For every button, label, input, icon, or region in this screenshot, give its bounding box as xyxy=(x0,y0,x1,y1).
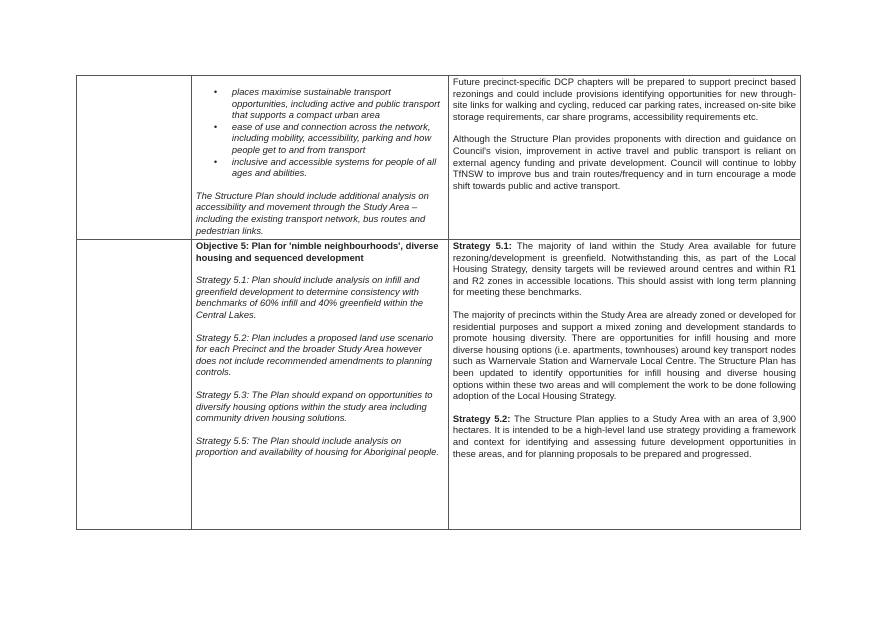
strategy-label: Strategy 5.1: xyxy=(452,240,512,251)
list-item: • ease of use and connection across the network, including mobility, accessibility, parking and how people get to and from transport xyxy=(213,120,432,155)
response-cell xyxy=(448,240,800,530)
list-item: • places maximise sustainable transport opportunities, including active and public transport that supports a compact urban area xyxy=(213,86,440,121)
response-paragraph: Strategy 5.1: The majority of land within the Study Area available for future rezoning/development is greenfield. Notwithstanding this, as part of the Local Housing Strategy, density targets will be reviewed around centres and within R1 and R2 zones in accessible locations. This should assist with long term planning for meeting these benchmarks. xyxy=(452,240,796,298)
empty-cell xyxy=(77,76,192,240)
strategy-text: Strategy 5.5: The Plan should include analysis on proportion and availability of housing for Aboriginal people. xyxy=(195,434,439,458)
response-paragraph: Strategy 5.2: The Structure Plan applies to a Study Area with an area of 3,900 hectares. It is intended to be a high-level land use strategy providing a framework and context for identifying and assessing future development opportunities in these areas, and for planning proposals to be prepared and progressed. xyxy=(452,412,796,459)
table-row xyxy=(77,240,801,530)
response-paragraph: The majority of precincts within the Study Area are already zoned or developed for residential purposes and support a mixed zoning and development standards to promote housing diversity. There are opportunities for infill housing and more diverse housing options (i.e. apartments, townhouses) around key transport nodes such as Warnervale Station and Warnervale Local Centre. The Structure Plan has been updated to identify opportunities for infill housing and diverse housing options within these two areas and will complement the work to be done following adoption of the Local Housing Strategy. xyxy=(452,308,796,402)
strategy-label: Strategy 5.2: xyxy=(452,412,511,424)
analysis-note: The Structure Plan should include additional analysis on accessibility and movement through the Study Area – including the existing transport network, bus routes and pedestrian links. xyxy=(195,189,429,236)
empty-cell xyxy=(77,240,192,530)
submission-cell xyxy=(191,76,448,240)
table-row xyxy=(77,76,801,240)
list-item: • inclusive and accessible systems for people of all ages and abilities. xyxy=(213,155,437,179)
bullet-list xyxy=(196,86,444,179)
submissions-table xyxy=(76,75,801,530)
response-paragraph: Future precinct-specific DCP chapters will be prepared to support precinct based rezonings and could include provisions identifying opportunities for new through-site links for walking and cycling, reduced car parking rates, increased on-site bike storage requirements, car share programs, accessibility requirements etc. xyxy=(452,76,796,122)
response-cell xyxy=(448,76,800,240)
strategy-text: Strategy 5.1: Plan should include analysis on infill and greenfield development to determine consistency with benchmarks of 60% infill and 40% greenfield within the Central Lakes. xyxy=(195,274,424,320)
response-paragraph: Although the Structure Plan provides proponents with direction and guidance on Council's vision, improvement in active travel and public transport is reliant on external agency funding and private development. Council will continue to lobby TfNSW to improve bus and train routes/frequency and in turn encourage a mode shift towards public and active transport. xyxy=(452,133,796,191)
submission-cell xyxy=(191,240,448,530)
bullet-icon: • xyxy=(213,155,218,167)
strategy-text: Strategy 5.2: Plan includes a proposed land use scenario for each Precinct and the broader Study Area however does not include recommended amendments to planning controls. xyxy=(195,331,434,378)
strategy-text: Strategy 5.3: The Plan should expand on opportunities to diversify housing options within the study area including community driven housing solutions. xyxy=(195,388,433,424)
bullet-icon: • xyxy=(213,86,218,97)
bullet-icon: • xyxy=(213,120,218,132)
objective-title: Objective 5: Plan for 'nimble neighbourhoods', diverse housing and sequenced development xyxy=(195,240,439,263)
